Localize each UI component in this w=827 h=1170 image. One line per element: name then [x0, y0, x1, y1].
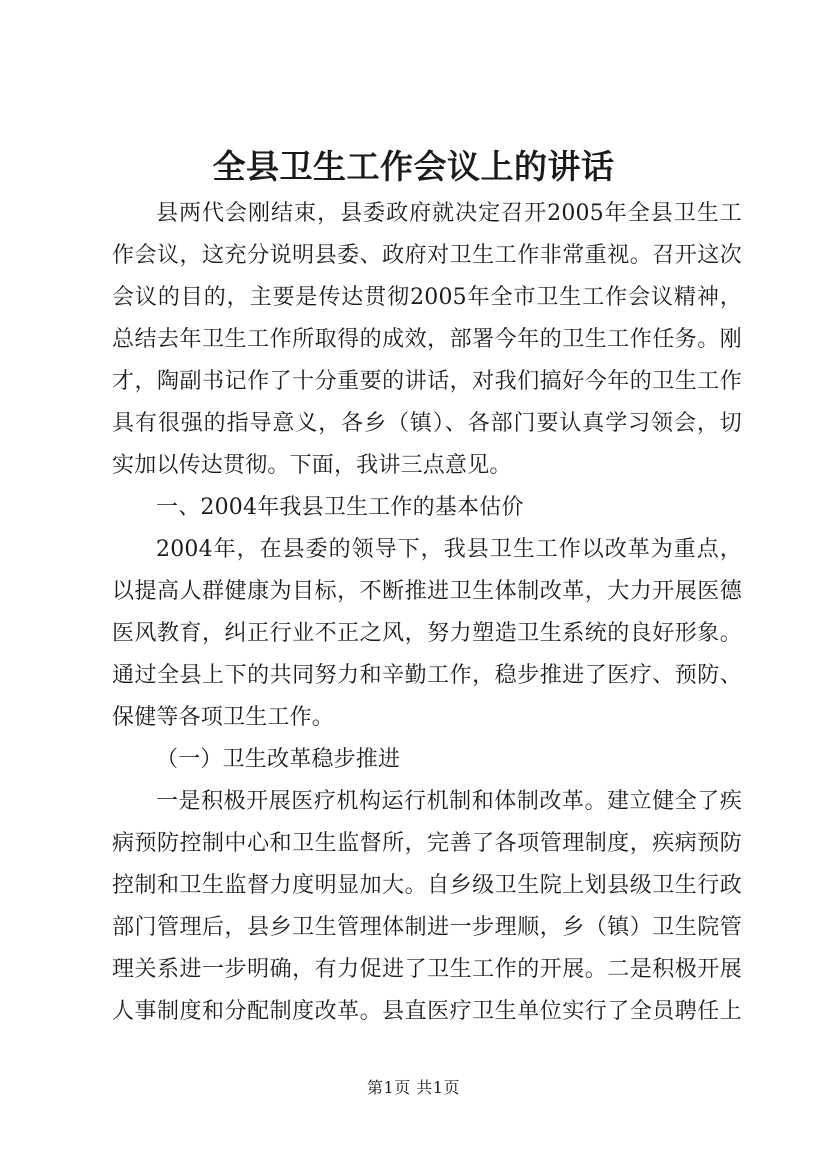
paragraph-line: 县两代会刚结束，县委政府就决定召开2005年全县卫生工 [156, 201, 742, 226]
subsection-heading: （一）卫生改革稳步推进 [156, 747, 401, 772]
paragraph-line: 通过全县上下的共同努力和辛勤工作，稳步推进了医疗、预防、 [112, 663, 742, 688]
paragraph-line: 理关系进一步明确，有力促进了卫生工作的开展。二是积极开展 [112, 957, 742, 982]
paragraph-line: 控制和卫生监督力度明显加大。自乡级卫生院上划县级卫生行政 [112, 873, 742, 898]
paragraph-line: 实加以传达贯彻。下面，我讲三点意见。 [112, 453, 512, 478]
paragraph-line: 病预防控制中心和卫生监督所，完善了各项管理制度，疾病预防 [112, 831, 742, 856]
paragraph-line: 具有很强的指导意义，各乡（镇）、各部门要认真学习领会，切 [112, 411, 742, 436]
document-body [112, 193, 742, 1033]
paragraph-line: 以提高人群健康为目标，不断推进卫生体制改革，大力开展医德 [112, 579, 742, 604]
paragraph-line: 人事制度和分配制度改革。县直医疗卫生单位实行了全员聘任上 [112, 999, 742, 1024]
paragraph-line: 医风教育，纠正行业不正之风，努力塑造卫生系统的良好形象。 [112, 621, 742, 646]
paragraph-line: 保健等各项卫生工作。 [112, 705, 335, 730]
paragraph-line: 一是积极开展医疗机构运行机制和体制改革。建立健全了疾 [156, 789, 742, 814]
paragraph-line: 才，陶副书记作了十分重要的讲话，对我们搞好今年的卫生工作 [112, 369, 742, 394]
paragraph-line: 部门管理后，县乡卫生管理体制进一步理顺，乡（镇）卫生院管 [112, 915, 742, 940]
paragraph-line: 作会议，这充分说明县委、政府对卫生工作非常重视。召开这次 [112, 243, 742, 268]
paragraph-line: 会议的目的，主要是传达贯彻2005年全市卫生工作会议精神， [112, 285, 742, 310]
paragraph-line: 2004年，在县委的领导下，我县卫生工作以改革为重点， [156, 537, 742, 562]
document-title: 全县卫生工作会议上的讲话 [212, 147, 615, 186]
section-heading: 一、2004年我县卫生工作的基本估价 [156, 495, 524, 520]
paragraph-line: 总结去年卫生工作所取得的成效，部署今年的卫生工作任务。刚 [112, 327, 742, 352]
page-footer: 第1页 共1页 [367, 1078, 460, 1097]
